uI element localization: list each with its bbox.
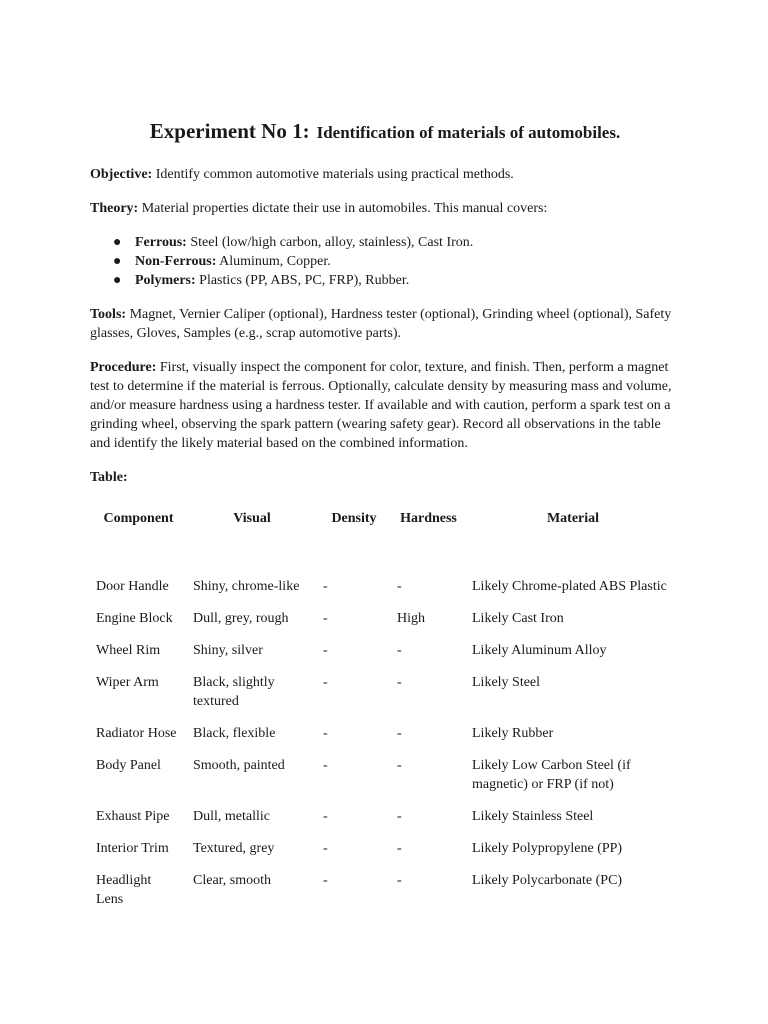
list-item-label: Polymers: (135, 273, 196, 288)
procedure-text: First, visually inspect the component for color, texture, and finish. Then, perform a magnet test to determine if the material is ferrous. Optionally, calculate density by measuring mass and volume, and/or measure hardness using a hardness tester. If available and with caution, perform a spark test on a grinding wheel, observing the spark pattern (wearing safety gear). Record all observations in the table and identify the likely material based on the combined information. (90, 360, 672, 451)
table-label: Table: (90, 470, 128, 485)
column-header-material: Material (546, 511, 600, 526)
list-item (90, 252, 680, 271)
table-row (90, 673, 680, 724)
cell-visual: Dull, metallic (193, 809, 270, 824)
cell-density: - (323, 809, 328, 824)
column-header-hardness: Hardness (400, 511, 457, 526)
cell-component: Headlight Lens (96, 873, 152, 907)
procedure-label: Procedure: (90, 360, 157, 375)
theory-text: Material properties dictate their use in automobiles. This manual covers: (141, 201, 548, 216)
column-header-density: Density (331, 511, 377, 526)
bullet-icon: ● (113, 235, 122, 250)
cell-hardness: High (397, 611, 425, 626)
cell-density: - (323, 643, 328, 658)
cell-density: - (323, 841, 328, 856)
cell-material: Likely Rubber (472, 726, 554, 741)
table-row (90, 641, 680, 673)
list-item-label: Non-Ferrous: (135, 254, 217, 269)
cell-hardness: - (397, 726, 402, 741)
column-header-visual: Visual (233, 511, 271, 526)
page-title (90, 116, 680, 147)
bullet-icon: ● (113, 273, 122, 288)
list-item-text: Plastics (PP, ABS, PC, FRP), Rubber. (199, 273, 410, 288)
cell-component: Engine Block (96, 611, 173, 626)
objective-text: Identify common automotive materials using practical methods. (155, 167, 514, 182)
cell-hardness: - (397, 643, 402, 658)
column-header-component: Component (103, 511, 174, 526)
table-row (90, 807, 680, 839)
cell-visual: Shiny, silver (193, 643, 263, 658)
cell-material: Likely Low Carbon Steel (if magnetic) or FRP (if not) (472, 758, 631, 792)
procedure-paragraph (90, 358, 680, 453)
cell-material: Likely Stainless Steel (472, 809, 594, 824)
title-main: Experiment No 1: (149, 119, 310, 143)
cell-density: - (323, 579, 328, 594)
document-page (90, 116, 680, 922)
table-label-paragraph (90, 468, 680, 487)
cell-component: Radiator Hose (96, 726, 177, 741)
cell-material: Likely Polypropylene (PP) (472, 841, 623, 856)
list-item-text: Aluminum, Copper. (219, 254, 331, 269)
cell-visual: Black, slightly textured (193, 675, 275, 709)
list-item (90, 233, 680, 252)
cell-component: Exhaust Pipe (96, 809, 170, 824)
theory-list (90, 233, 680, 290)
table-row (90, 756, 680, 807)
cell-visual: Dull, grey, rough (193, 611, 289, 626)
cell-component: Interior Trim (96, 841, 169, 856)
list-item (90, 271, 680, 290)
title-subtitle: Identification of materials of automobiles. (316, 123, 621, 142)
tools-label: Tools: (90, 307, 127, 322)
cell-visual: Clear, smooth (193, 873, 271, 888)
cell-density: - (323, 675, 328, 690)
cell-visual: Shiny, chrome-like (193, 579, 300, 594)
cell-visual: Smooth, painted (193, 758, 285, 773)
cell-component: Wiper Arm (96, 675, 159, 690)
objective-label: Objective: (90, 167, 153, 182)
cell-material: Likely Cast Iron (472, 611, 564, 626)
cell-visual: Textured, grey (193, 841, 275, 856)
cell-density: - (323, 873, 328, 888)
list-item-label: Ferrous: (135, 235, 187, 250)
table-row (90, 724, 680, 756)
cell-density: - (323, 726, 328, 741)
cell-visual: Black, flexible (193, 726, 276, 741)
cell-material: Likely Polycarbonate (PC) (472, 873, 623, 888)
cell-component: Door Handle (96, 579, 169, 594)
materials-table (90, 509, 680, 922)
cell-hardness: - (397, 675, 402, 690)
table-row (90, 839, 680, 871)
table-row (90, 871, 680, 922)
cell-density: - (323, 611, 328, 626)
theory-paragraph (90, 199, 680, 218)
cell-material: Likely Aluminum Alloy (472, 643, 607, 658)
cell-material: Likely Chrome-plated ABS Plastic (472, 579, 667, 594)
theory-label: Theory: (90, 201, 139, 216)
table-row (90, 577, 680, 609)
list-item-text: Steel (low/high carbon, alloy, stainless), Cast Iron. (190, 235, 474, 250)
cell-component: Body Panel (96, 758, 161, 773)
cell-hardness: - (397, 841, 402, 856)
table-row (90, 609, 680, 641)
cell-hardness: - (397, 873, 402, 888)
tools-paragraph (90, 305, 680, 343)
tools-text: Magnet, Vernier Caliper (optional), Hardness tester (optional), Grinding wheel (optional), Safety glasses, Gloves, Samples (e.g., scrap automotive parts). (90, 307, 672, 341)
cell-hardness: - (397, 579, 402, 594)
objective-paragraph (90, 165, 680, 184)
cell-density: - (323, 758, 328, 773)
cell-hardness: - (397, 758, 402, 773)
table-header-row (90, 509, 680, 577)
cell-component: Wheel Rim (96, 643, 161, 658)
cell-material: Likely Steel (472, 675, 541, 690)
bullet-icon: ● (113, 254, 122, 269)
cell-hardness: - (397, 809, 402, 824)
